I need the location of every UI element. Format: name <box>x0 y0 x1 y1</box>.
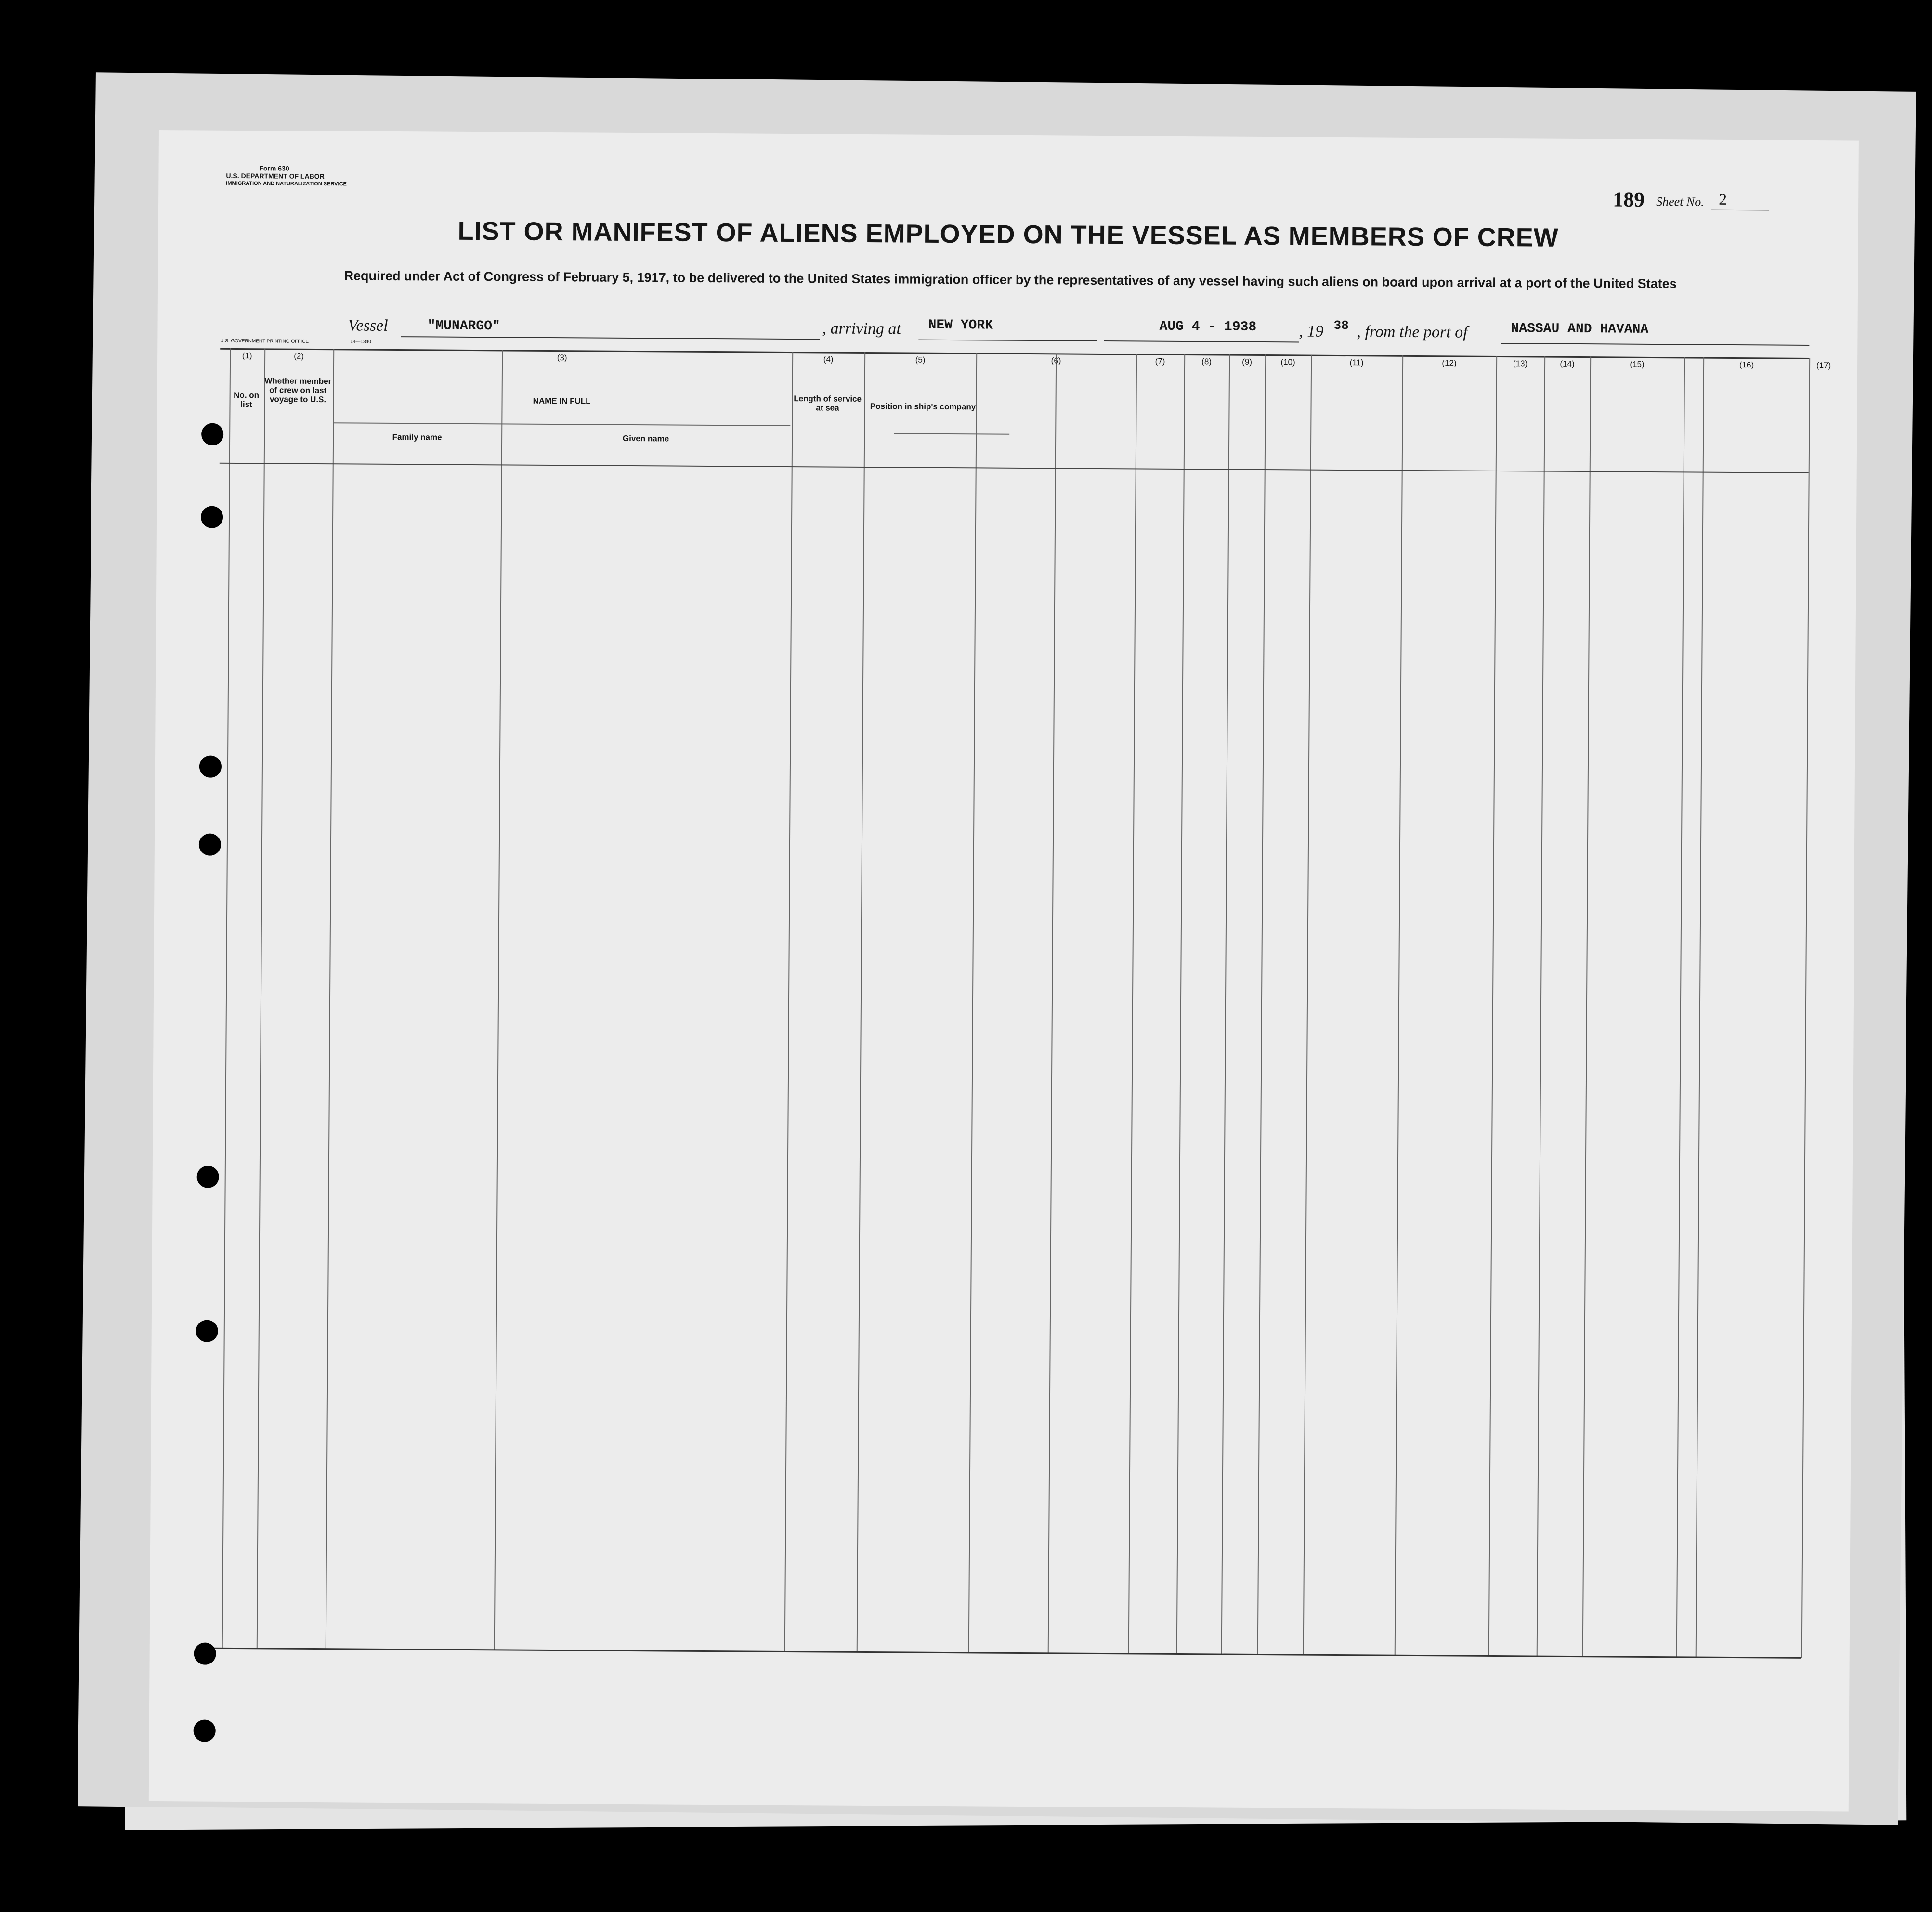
punch-hole <box>194 1720 216 1742</box>
punch-hole <box>194 1643 216 1665</box>
port-line <box>918 340 1097 341</box>
column-number: (7) <box>1155 356 1165 366</box>
punch-hole <box>197 1166 219 1188</box>
vessel-label: Vessel <box>348 316 388 335</box>
sheet-label: Sheet No. <box>1656 194 1704 209</box>
date-line <box>1104 340 1299 342</box>
column-number: (15) <box>1630 359 1645 369</box>
col-position: Position in ship's company <box>870 402 976 412</box>
year-prefix: , 19 <box>1299 322 1324 340</box>
print-code-top: 14—1340 <box>350 339 371 345</box>
col-family-name: Family name <box>392 432 442 442</box>
column-number: (12) <box>1442 358 1457 368</box>
col-length-service: Length of service at sea <box>794 394 862 413</box>
column-number: (4) <box>823 354 834 364</box>
column-number: (9) <box>1242 357 1253 367</box>
from-port-line <box>1501 343 1809 346</box>
punch-hole <box>199 756 222 778</box>
department-name: U.S. DEPARTMENT OF LABOR <box>226 171 325 181</box>
column-number: (11) <box>1349 358 1364 367</box>
manifest-grid <box>212 348 1809 1660</box>
document-subtitle: Required under Act of Congress of February 5, 1917, to be delivered to the United States immigration officer by the representatives of any vessel having such aliens on board upon arrival at a port of the United States <box>344 268 1677 291</box>
printing-office: U.S. GOVERNMENT PRINTING OFFICE <box>220 338 309 344</box>
punch-hole <box>201 506 223 528</box>
year-suffix: 38 <box>1333 318 1349 333</box>
column-number: (10) <box>1280 357 1295 367</box>
arrival-port: NEW YORK <box>928 317 993 333</box>
punch-hole <box>196 1320 218 1342</box>
punch-hole <box>201 423 223 445</box>
column-number: (8) <box>1201 357 1212 367</box>
column-number: (3) <box>557 353 567 363</box>
form-header <box>226 164 347 188</box>
column-number: (14) <box>1560 359 1575 368</box>
manifest-page <box>149 130 1859 1811</box>
vessel-line <box>401 336 820 340</box>
arriving-label: , arriving at <box>822 319 901 338</box>
vessel-name: "MUNARGO" <box>427 318 500 334</box>
column-number: (2) <box>294 351 304 361</box>
from-label: , from the port of <box>1357 323 1468 341</box>
column-number: (16) <box>1739 360 1754 370</box>
col-name-in-full: NAME IN FULL <box>533 396 591 406</box>
column-number: (17) <box>1816 361 1831 370</box>
sheet-number: 2 <box>1719 190 1727 209</box>
page-number: 189 <box>1613 187 1645 211</box>
column-number: (5) <box>915 355 926 365</box>
col-given-name: Given name <box>622 433 669 444</box>
col-no-on-list: No. on list <box>234 390 260 409</box>
sheet-number-line <box>1711 210 1769 211</box>
column-number: (6) <box>1051 356 1061 366</box>
column-number: (13) <box>1513 359 1528 368</box>
col-last-voyage: Whether member of crew on last voyage to U.S. <box>264 376 332 405</box>
punch-hole <box>199 834 221 856</box>
arrival-date: AUG 4 - 1938 <box>1159 319 1257 335</box>
service-name: IMMIGRATION AND NATURALIZATION SERVICE <box>226 180 347 187</box>
form-number: Form 630 <box>259 164 289 172</box>
from-port: NASSAU AND HAVANA <box>1511 321 1649 337</box>
column-number: (1) <box>242 351 252 361</box>
document-title: LIST OR MANIFEST OF ALIENS EMPLOYED ON THE VESSEL AS MEMBERS OF CREW <box>457 216 1559 252</box>
